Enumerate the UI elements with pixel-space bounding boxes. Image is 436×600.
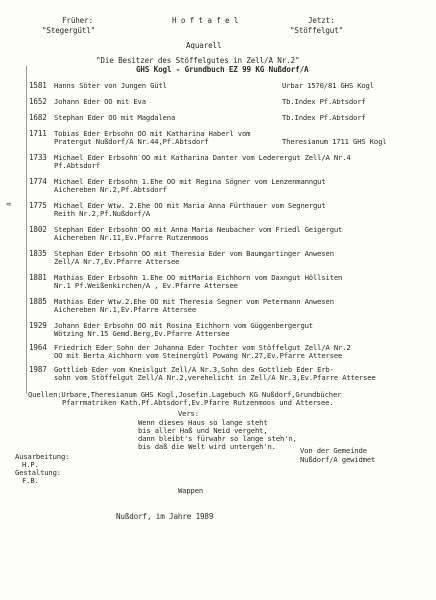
entry-text: Johann Eder Erbsohn OO mit Rosina Eichhorn vom Güggenbergergut [54, 321, 313, 330]
entry-year: 1835 [29, 249, 47, 258]
dedication-line-2: Nußdorf/A gewidmet [300, 455, 376, 464]
entry-text-cont: Pratergut Nußdorf/A Nr.44,Pf.Abtsdorf [54, 137, 209, 146]
entry-year: 1775 [29, 201, 47, 210]
entry-source: Theresianum 1711 GHS Kogl [282, 137, 387, 146]
entry-year: 1929 [29, 321, 47, 330]
entry-year: 1964 [29, 343, 47, 352]
entry-year: 1711 [29, 129, 47, 138]
entry-year: 1987 [29, 365, 47, 374]
document-title: "Die Besitzer des Stöffelgutes in Zell/A Nr.2" [96, 56, 300, 65]
frueher-value: "Stegergütl" [42, 26, 96, 35]
entry-text: Tobias Eder Erbsohn OO mit Katharina Haberl vom [54, 129, 251, 138]
wappen-label: Wappen [178, 486, 204, 495]
sources-line-1: Quellen:Urbare,Theresianum GHS Kogl,Josefin.Lagebuch KG Nußdorf,Grundbücher [28, 390, 342, 399]
verse-line-3: dann bleibt's fürwahr so lange steh'n, [138, 434, 297, 443]
entry-text: Stephan Eder Erbsohn OO mit Theresia Eder vom Baumgartinger Anwesen [54, 249, 334, 258]
entry-source: Tb.Index Pf.Abtsdorf [282, 97, 366, 106]
entry-text: Johann Eder OO mit Eva [54, 97, 146, 106]
entry-text-cont: Pf.Abtsdorf [54, 161, 100, 170]
entry-text-cont: Zell/A Nr.7,Ev.Pfarre Attersee [54, 257, 180, 266]
entry-text-cont: Wötzing Nr.15 Gemd.Berg,Ev.Pfarre Attersee [54, 329, 230, 338]
entry-text-cont: Aichereben Nr.1,Ev.Pfarre Attersee [54, 305, 197, 314]
ausarbeitung-value: H.P. [22, 460, 39, 469]
dedication-line-1: Von der Gemeinde [300, 446, 367, 455]
entry-text: Gottlieb Eder vom Kneislgut Zell/A Nr.3,Sohn des Gottlieb Eder Erb- [54, 365, 334, 374]
entry-year: 1733 [29, 153, 47, 162]
entry-text: Stephan Eder OO mit Magdalena [54, 113, 176, 122]
aquarell-label: Aquarell [186, 41, 222, 50]
entry-text: Michael Eder Erbsohn 1.Ehe OO mit Regina Sögner vom Lenzenmanngut [54, 177, 326, 186]
entry-source: Tb.Index Pf.Abtsdorf [282, 113, 366, 122]
entry-text: Hanns Söter von Jungen Gütl [54, 81, 167, 90]
gestaltung-value: F.B. [22, 476, 39, 485]
entry-text: Michael Eder Wtw. 2.Ehe OO mit Maria Anna Fürthauer vom Segnergut [54, 201, 326, 210]
entry-text: Mathias Eder Erbsohn 1.Ehe OO mitMaria Eichhorn vom Daxngut Höllsiten [54, 273, 343, 282]
margin-line [26, 66, 27, 394]
handwritten-mark: ≈ [6, 200, 12, 210]
entry-text-cont: sohn vom Stöffelgut Zell/A Nr.2,verehelicht in Zell/A Nr.3,Ev.Pfarre Attersee [54, 373, 376, 382]
frueher-label: Früher: [62, 16, 93, 25]
entry-year: 1881 [29, 273, 47, 282]
entry-year: 1774 [29, 177, 47, 186]
gestaltung-label: Gestaltung: [15, 468, 61, 477]
verse-label: Vers: [178, 409, 199, 418]
entry-text-cont: Reith Nr.2,Pf.Nußdorf/A [54, 209, 151, 218]
entry-text: Mathias Eder Wtw.2.Ehe OO mit Theresia Segner vom Petermann Anwesen [54, 297, 334, 306]
entry-text-cont: Aichereben Nr.2,Pf.Abtsdorf [54, 185, 167, 194]
document-subtitle: GHS Kogl - Grundbuch EZ 99 KG Nußdorf/A [136, 65, 309, 74]
ausarbeitung-label: Ausarbeitung: [15, 452, 70, 461]
verse-line-1: Wenn dieses Haus so lange steht [138, 418, 268, 427]
entry-text-cont: Nr.1 Pf.Weißenkirchen/A , Ev.Pfarre Attersee [54, 281, 238, 290]
entry-year: 1802 [29, 225, 47, 234]
jetzt-label: Jetzt: [308, 16, 335, 25]
entry-text: Stephan Eder Erbsohn OO mit Anna Maria Neubacher vom Friedl Geigergut [54, 225, 343, 234]
entry-source: Urbar 1570/81 GHS Kogl [282, 81, 374, 90]
entry-year: 1581 [29, 81, 47, 90]
entry-year: 1682 [29, 113, 47, 122]
entry-year: 1652 [29, 97, 47, 106]
sources-line-2: Pfarrmatriken Kath.Pf.Abtsdorf,Ev.Pfarre Rutzenmoos und Attersee. [62, 398, 334, 407]
jetzt-value: "Stöffelgut" [290, 26, 344, 35]
footer-place-date: Nußdorf, im Jahre 1989 [116, 512, 214, 521]
entry-year: 1885 [29, 297, 47, 306]
entry-text-cont: Aichereben Nr.11,Ev.Pfarre Rutzenmoos [54, 233, 209, 242]
verse-line-4: bis daß die Welt wird untergeh'n. [138, 442, 276, 451]
entry-text: Michael Eder Erbsohn OO mit Katharina Danter vom Lederergut Zell/A Nr.4 [54, 153, 351, 162]
verse-line-2: bis aller Haß und Neid vergeht, [138, 426, 268, 435]
entry-text: Friedrich Eder Sohn der Johanna Eder Tochter vom Stöffelgut Zell/A Nr.2 [54, 343, 351, 352]
hoftafel-heading: H o f t a f e l [172, 16, 239, 25]
entry-text-cont: OO mit Berta Aichhorn vom Steinergütl Powang Nr.27,Ev.Pfarre Attersee [54, 351, 343, 360]
